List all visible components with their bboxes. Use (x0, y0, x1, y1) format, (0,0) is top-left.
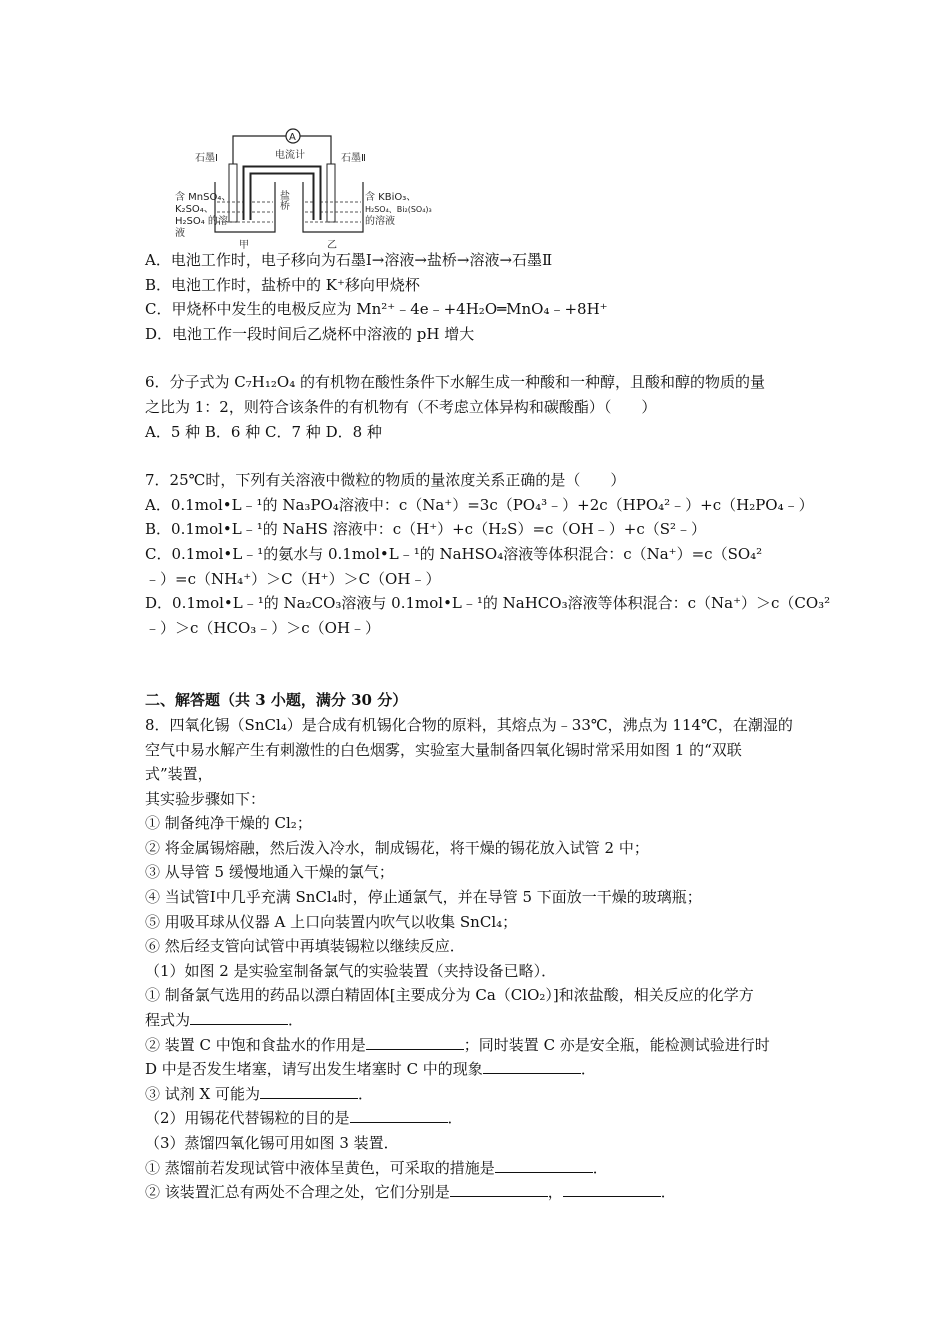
right-solution-line-2: H₂SO₄、Bi₂(SO₄)₃ (365, 205, 432, 214)
q7-option-c-line-1: C．0.1mol•L﹣¹的氨水与 0.1mol•L﹣¹的 NaHSO₄溶液等体积混合：c（Na⁺）=c（SO₄² (145, 544, 763, 563)
ammeter-label: A (289, 132, 296, 143)
electrode-right (327, 164, 335, 222)
electrode-right-label: 石墨Ⅱ (341, 153, 366, 164)
part-2-text: （2）用锡花代替锡粒的目的是 (145, 1109, 350, 1128)
part-3b-text: ② 该装置汇总有两处不合理之处，它们分别是 (145, 1183, 450, 1202)
answer-blank[interactable] (563, 1182, 661, 1197)
q7-stem: 7．25℃时，下列有关溶液中微粒的物质的量浓度关系正确的是（ ） (145, 471, 626, 490)
step-4: ④ 当试管Ⅰ中几乎充满 SnCl₄时，停止通氯气，并在导管 5 下面放一干燥的玻璃瓶； (145, 888, 702, 907)
q5-option-b: B．电池工作时，盐桥中的 K⁺移向甲烧杯 (145, 275, 420, 294)
right-solution-line-1: 含 KBiO₃、 (365, 192, 417, 203)
part-1a-line-2 (145, 1008, 815, 1033)
period: ． (357, 1084, 373, 1103)
left-solution-line-3: H₂SO₄ 的溶 (175, 216, 228, 227)
step-5: ⑤ 用吸耳球从仪器 A 上口向装置内吹气以收集 SnCl₄； (145, 912, 518, 931)
q6-options: A．5 种 B．6 种 C．7 种 D．8 种 (145, 422, 382, 441)
comma: ， (547, 1183, 563, 1202)
left-solution-line-1: 含 MnSO₄、 (175, 192, 232, 203)
period: ． (447, 1109, 463, 1128)
part-1c (145, 1082, 815, 1107)
step-6: ⑥ 然后经支管向试管中再填装锡粒以继续反应． (145, 937, 465, 956)
answer-blank[interactable] (450, 1182, 548, 1197)
step-3: ③ 从导管 5 缓慢地通入干燥的氯气； (145, 863, 394, 882)
period: ． (592, 1158, 608, 1177)
answer-blank[interactable] (366, 1035, 464, 1050)
period: ． (580, 1060, 596, 1079)
q5-option-c: C．甲烧杯中发生的电极反应为 Mn²⁺﹣4e﹣+4H₂O═MnO₄﹣+8H⁺ (145, 300, 608, 319)
q8-stem-line-3: 式”装置， (145, 765, 213, 784)
q7-option-d-line-2: ﹣）＞c（HCO₃﹣）＞c（OH﹣） (145, 618, 381, 637)
part-3-intro: （3）蒸馏四氧化锡可用如图 3 装置． (145, 1134, 399, 1152)
salt-bridge-label: 盐桥 (277, 190, 289, 210)
electrochemical-cell-diagram (175, 124, 432, 254)
q6-stem-line-1: 6．分子式为 C₇H₁₂O₄ 的有机物在酸性条件下水解生成一种酸和一种醇，且酸和醇的物质的量 (145, 373, 765, 392)
left-solution-line-2: K₂SO₄、 (175, 204, 214, 215)
part-1-intro: （1）如图 2 是实验室制备氯气的实验装置（夹持设备已略）． (145, 961, 557, 980)
q5-option-d: D．电池工作一段时间后乙烧杯中溶液的 pH 增大 (145, 324, 475, 343)
part-3b (145, 1180, 815, 1205)
q7-option-d-line-1: D．0.1mol•L﹣¹的 Na₂CO₃溶液与 0.1mol•L﹣¹的 NaHCO₃溶液等体积混合：c（Na⁺）＞c（CO₃² (145, 594, 831, 613)
part-1b-text: ② 装置 C 中饱和食盐水的作用是 (145, 1035, 366, 1054)
step-2: ② 将金属锡熔融，然后泼入冷水，制成锡花，将干燥的锡花放入试管 2 中； (145, 838, 649, 857)
q7-option-a: A．0.1mol•L﹣¹的 Na₃PO₄溶液中：c（Na⁺）=3c（PO₄³﹣）+2c（HPO₄²﹣）+c（H₂PO₄﹣） (145, 495, 814, 514)
part-1c-text: ③ 试剂 X 可能为 (145, 1084, 260, 1103)
part-3a (145, 1156, 815, 1181)
part-1b-text-2: ；同时装置 C 亦是安全瓶，能检测试验进行时 (463, 1035, 770, 1054)
part-1b-line-1 (145, 1033, 815, 1058)
meter-label: 电流计 (275, 150, 305, 161)
beaker-left-label: 甲 (239, 240, 249, 251)
answer-blank[interactable] (495, 1158, 593, 1173)
step-1: ① 制备纯净干燥的 Cl₂； (145, 814, 312, 833)
q5-option-a: A．电池工作时，电子移向为石墨Ⅰ→溶液→盐桥→溶液→石墨Ⅱ (145, 251, 553, 269)
q7-option-b: B．0.1mol•L﹣¹的 NaHS 溶液中：c（H⁺）+c（H₂S）=c（OH﹣）+c（S²﹣） (145, 520, 707, 539)
q8-stem-line-2: 空气中易水解产生有刺激性的白色烟雾，实验室大量制备四氧化锡时常采用如图 1 的“双联 (145, 740, 742, 759)
answer-blank[interactable] (350, 1108, 448, 1123)
q6-stem-line-2: 之比为 1：2，则符合该条件的有机物有（不考虑立体异构和碳酸酯）（ ） (145, 397, 657, 416)
period: ． (288, 1011, 304, 1030)
left-solution-line-4: 液 (175, 228, 185, 239)
part-2 (145, 1106, 815, 1131)
answer-blank[interactable] (260, 1084, 358, 1099)
q8-stem-line-1: 8．四氧化锡（SnCl₄）是合成有机锡化合物的原料，其熔点为﹣33℃，沸点为 114℃，在潮湿的 (145, 715, 793, 734)
q7-option-c-line-2: ﹣）=c（NH₄⁺）＞C（H⁺）＞C（OH﹣） (145, 569, 441, 588)
part-1a-text: 程式为 (145, 1011, 191, 1030)
answer-blank[interactable] (483, 1059, 581, 1074)
electrode-left-label: 石墨Ⅰ (195, 153, 218, 164)
right-solution-line-3: 的溶液 (365, 216, 395, 227)
part-3a-text: ① 蒸馏前若发现试管中液体呈黄色，可采取的措施是 (145, 1158, 495, 1177)
part-1a-line-1: ① 制备氯气选用的药品以漂白精固体[主要成分为 Ca（ClO₂）]和浓盐酸，相关反应的化学方 (145, 986, 754, 1005)
part-1b-line-2 (145, 1057, 815, 1082)
steps-intro: 其实验步骤如下： (145, 789, 266, 808)
answer-blank[interactable] (190, 1010, 288, 1025)
document-body (145, 248, 831, 1205)
period: ． (660, 1183, 676, 1202)
beaker-right-label: 乙 (327, 240, 337, 251)
part-1b-text-3: D 中是否发生堵塞，请写出发生堵塞时 C 中的现象 (145, 1060, 483, 1079)
section-2-heading: 二、解答题（共 3 小题，满分 30 分） (145, 691, 408, 710)
